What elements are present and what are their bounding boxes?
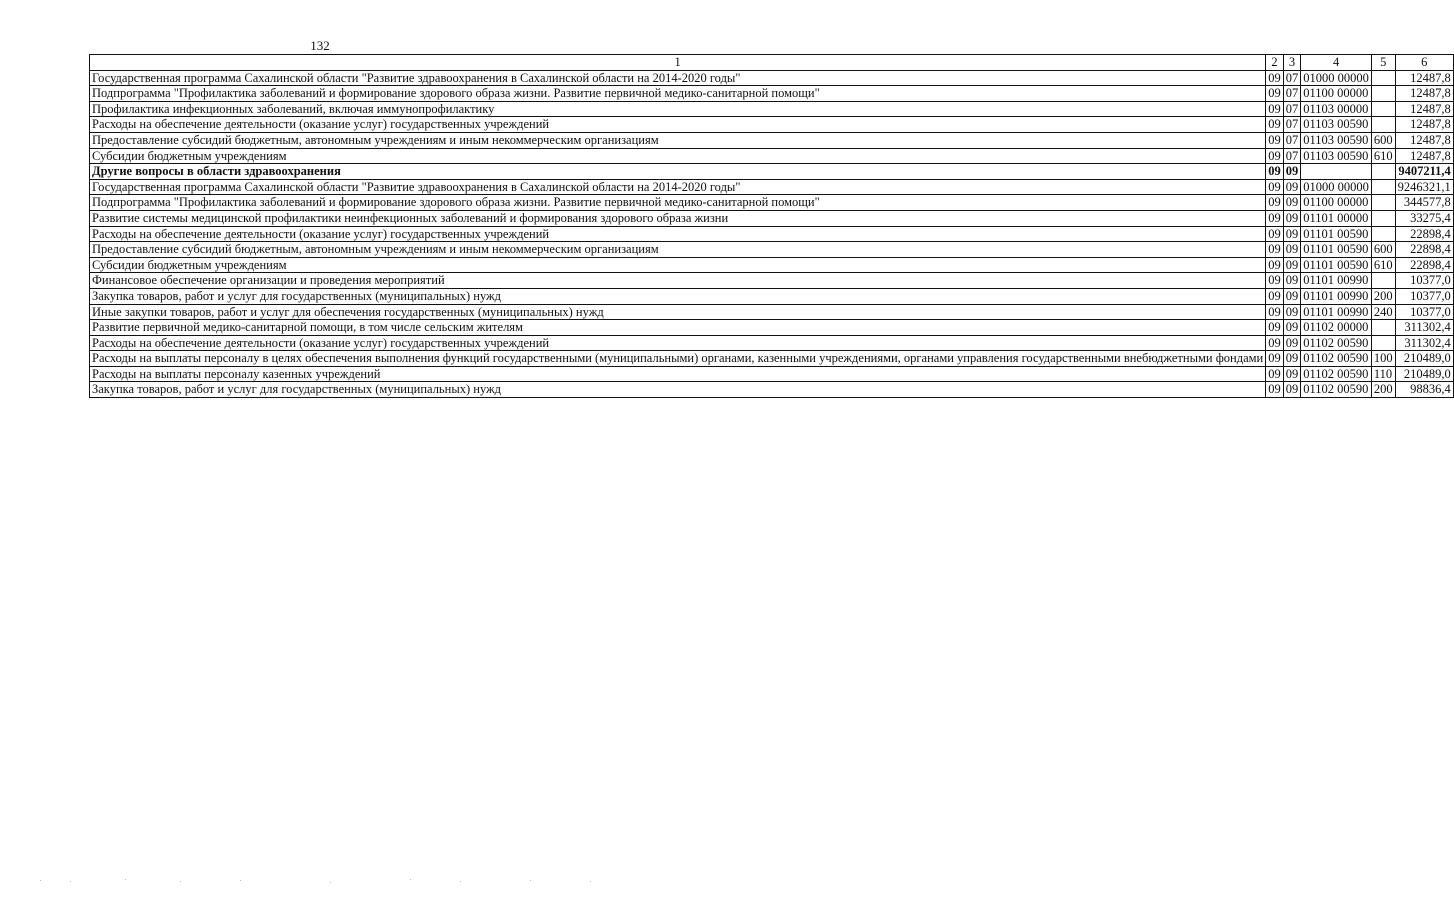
row-name-cell: Подпрограмма "Профилактика заболеваний и формирование здорового образа жизни. Развитие первичной медико-санитарной помощи": [90, 86, 1266, 102]
row-section-cell: 09: [1266, 382, 1284, 398]
row-section-cell: 09: [1266, 164, 1284, 180]
row-target-code-cell: 01000 00000: [1301, 179, 1372, 195]
row-subsection-cell: 07: [1283, 148, 1301, 164]
row-expense-type-cell: [1371, 117, 1395, 133]
row-section-cell: 09: [1266, 70, 1284, 86]
row-section-cell: 09: [1266, 351, 1284, 367]
row-target-code-cell: 01102 00590: [1301, 335, 1372, 351]
table-row: [90, 257, 1454, 273]
row-amount-cell: 12487,8: [1395, 86, 1453, 102]
row-subsection-cell: 09: [1283, 210, 1301, 226]
row-section-cell: 09: [1266, 242, 1284, 258]
row-section-cell: 09: [1266, 148, 1284, 164]
table-row: [90, 242, 1454, 258]
row-section-cell: 09: [1266, 195, 1284, 211]
table-row: [90, 132, 1454, 148]
row-subsection-cell: 07: [1283, 132, 1301, 148]
row-expense-type-cell: [1371, 335, 1395, 351]
row-name-cell: Иные закупки товаров, работ и услуг для обеспечения государственных (муниципальных) нужд: [90, 304, 1266, 320]
row-expense-type-cell: 100: [1371, 351, 1395, 367]
row-name-cell: Субсидии бюджетным учреждениям: [90, 148, 1266, 164]
row-expense-type-cell: 600: [1371, 132, 1395, 148]
row-section-cell: 09: [1266, 320, 1284, 336]
row-name-cell: Финансовое обеспечение организации и проведения мероприятий: [90, 273, 1266, 289]
row-subsection-cell: 09: [1283, 351, 1301, 367]
row-expense-type-cell: [1371, 164, 1395, 180]
row-amount-cell: 12487,8: [1395, 132, 1453, 148]
row-amount-cell: 210489,0: [1395, 351, 1453, 367]
row-expense-type-cell: 110: [1371, 366, 1395, 382]
row-expense-type-cell: 200: [1371, 288, 1395, 304]
row-expense-type-cell: [1371, 86, 1395, 102]
row-name-cell: Расходы на выплаты персоналу казенных учреждений: [90, 366, 1266, 382]
row-name-cell: Предоставление субсидий бюджетным, автономным учреждениям и иным некоммерческим организациям: [90, 132, 1266, 148]
row-expense-type-cell: 610: [1371, 257, 1395, 273]
row-subsection-cell: 09: [1283, 382, 1301, 398]
row-target-code-cell: 01102 00590: [1301, 366, 1372, 382]
row-name-cell: Закупка товаров, работ и услуг для государственных (муниципальных) нужд: [90, 382, 1266, 398]
column-header: 4: [1301, 55, 1372, 71]
row-amount-cell: 22898,4: [1395, 242, 1453, 258]
row-expense-type-cell: [1371, 179, 1395, 195]
row-section-cell: 09: [1266, 101, 1284, 117]
row-subsection-cell: 09: [1283, 304, 1301, 320]
table-row: [90, 288, 1454, 304]
column-header: 5: [1371, 55, 1395, 71]
row-target-code-cell: 01102 00590: [1301, 382, 1372, 398]
table-row: [90, 382, 1454, 398]
table-row: [90, 164, 1454, 180]
row-section-cell: 09: [1266, 132, 1284, 148]
row-expense-type-cell: [1371, 70, 1395, 86]
table-row: [90, 117, 1454, 133]
table-row: [90, 148, 1454, 164]
row-amount-cell: 10377,0: [1395, 273, 1453, 289]
row-expense-type-cell: [1371, 101, 1395, 117]
row-section-cell: 09: [1266, 335, 1284, 351]
column-header: 6: [1395, 55, 1453, 71]
row-name-cell: Расходы на обеспечение деятельности (оказание услуг) государственных учреждений: [90, 226, 1266, 242]
row-target-code-cell: 01101 00990: [1301, 273, 1372, 289]
row-target-code-cell: 01101 00990: [1301, 304, 1372, 320]
row-section-cell: 09: [1266, 86, 1284, 102]
row-subsection-cell: 09: [1283, 366, 1301, 382]
table-row: [90, 86, 1454, 102]
row-section-cell: 09: [1266, 304, 1284, 320]
table-row: [90, 226, 1454, 242]
column-header: 2: [1266, 55, 1284, 71]
row-section-cell: 09: [1266, 273, 1284, 289]
row-section-cell: 09: [1266, 117, 1284, 133]
row-subsection-cell: 07: [1283, 101, 1301, 117]
row-name-cell: Расходы на выплаты персоналу в целях обеспечения выполнения функций государственными (муниципальными) органами, казенными учреждениями, органами управления государственными внебюджетными фондами: [90, 351, 1266, 367]
row-amount-cell: 344577,8: [1395, 195, 1453, 211]
row-target-code-cell: 01103 00590: [1301, 117, 1372, 133]
row-name-cell: Государственная программа Сахалинской области "Развитие здравоохранения в Сахалинской области на 2014-2020 годы": [90, 179, 1266, 195]
row-amount-cell: 311302,4: [1395, 320, 1453, 336]
row-expense-type-cell: [1371, 226, 1395, 242]
row-target-code-cell: 01100 00000: [1301, 86, 1372, 102]
row-expense-type-cell: 240: [1371, 304, 1395, 320]
row-amount-cell: 311302,4: [1395, 335, 1453, 351]
table-row: [90, 304, 1454, 320]
row-target-code-cell: 01102 00000: [1301, 320, 1372, 336]
column-header: 3: [1283, 55, 1301, 71]
budget-table: [89, 54, 1454, 398]
column-header: 1: [90, 55, 1266, 71]
row-amount-cell: 9407211,4: [1395, 164, 1453, 180]
row-target-code-cell: 01102 00590: [1301, 351, 1372, 367]
row-section-cell: 09: [1266, 366, 1284, 382]
page-number: 132: [310, 38, 330, 53]
row-amount-cell: 10377,0: [1395, 288, 1453, 304]
row-target-code-cell: 01101 00590: [1301, 257, 1372, 273]
row-target-code-cell: 01101 00990: [1301, 288, 1372, 304]
row-target-code-cell: 01103 00590: [1301, 132, 1372, 148]
row-subsection-cell: 09: [1283, 257, 1301, 273]
row-name-cell: Государственная программа Сахалинской области "Развитие здравоохранения в Сахалинской области на 2014-2020 годы": [90, 70, 1266, 86]
row-subsection-cell: 09: [1283, 335, 1301, 351]
row-name-cell: Расходы на обеспечение деятельности (оказание услуг) государственных учреждений: [90, 117, 1266, 133]
row-subsection-cell: 09: [1283, 164, 1301, 180]
row-target-code-cell: 01103 00590: [1301, 148, 1372, 164]
row-amount-cell: 10377,0: [1395, 304, 1453, 320]
row-expense-type-cell: [1371, 273, 1395, 289]
row-subsection-cell: 09: [1283, 226, 1301, 242]
row-subsection-cell: 09: [1283, 195, 1301, 211]
row-amount-cell: 12487,8: [1395, 148, 1453, 164]
row-amount-cell: 12487,8: [1395, 101, 1453, 117]
row-name-cell: Развитие первичной медико-санитарной помощи, в том числе сельским жителям: [90, 320, 1266, 336]
row-name-cell: Предоставление субсидий бюджетным, автономным учреждениям и иным некоммерческим организациям: [90, 242, 1266, 258]
row-amount-cell: 98836,4: [1395, 382, 1453, 398]
row-subsection-cell: 07: [1283, 117, 1301, 133]
row-subsection-cell: 09: [1283, 288, 1301, 304]
table-header-row: [90, 55, 1454, 71]
row-subsection-cell: 07: [1283, 86, 1301, 102]
row-section-cell: 09: [1266, 179, 1284, 195]
row-name-cell: Закупка товаров, работ и услуг для государственных (муниципальных) нужд: [90, 288, 1266, 304]
row-subsection-cell: 09: [1283, 242, 1301, 258]
table-row: [90, 70, 1454, 86]
row-expense-type-cell: [1371, 195, 1395, 211]
row-amount-cell: 22898,4: [1395, 257, 1453, 273]
row-expense-type-cell: 600: [1371, 242, 1395, 258]
table-row: [90, 366, 1454, 382]
table-row: [90, 320, 1454, 336]
row-subsection-cell: 09: [1283, 179, 1301, 195]
row-name-cell: Подпрограмма "Профилактика заболеваний и формирование здорового образа жизни. Развитие первичной медико-санитарной помощи": [90, 195, 1266, 211]
row-expense-type-cell: [1371, 320, 1395, 336]
table-row: [90, 273, 1454, 289]
row-target-code-cell: [1301, 164, 1372, 180]
row-subsection-cell: 07: [1283, 70, 1301, 86]
row-section-cell: 09: [1266, 288, 1284, 304]
scan-artifact: [30, 878, 610, 884]
row-name-cell: Развитие системы медицинской профилактики неинфекционных заболеваний и формирования здорового образа жизни: [90, 210, 1266, 226]
row-subsection-cell: 09: [1283, 320, 1301, 336]
row-target-code-cell: 01101 00590: [1301, 226, 1372, 242]
row-amount-cell: 12487,8: [1395, 117, 1453, 133]
row-target-code-cell: 01101 00000: [1301, 210, 1372, 226]
row-target-code-cell: 01000 00000: [1301, 70, 1372, 86]
row-expense-type-cell: 200: [1371, 382, 1395, 398]
row-subsection-cell: 09: [1283, 273, 1301, 289]
row-amount-cell: 22898,4: [1395, 226, 1453, 242]
row-section-cell: 09: [1266, 226, 1284, 242]
row-name-cell: Расходы на обеспечение деятельности (оказание услуг) государственных учреждений: [90, 335, 1266, 351]
row-target-code-cell: 01101 00590: [1301, 242, 1372, 258]
row-amount-cell: 9246321,1: [1395, 179, 1453, 195]
table-row: [90, 195, 1454, 211]
table-row: [90, 101, 1454, 117]
table-row: [90, 351, 1454, 367]
row-amount-cell: 210489,0: [1395, 366, 1453, 382]
row-section-cell: 09: [1266, 210, 1284, 226]
row-section-cell: 09: [1266, 257, 1284, 273]
table-row: [90, 335, 1454, 351]
row-target-code-cell: 01103 00000: [1301, 101, 1372, 117]
row-name-cell: Субсидии бюджетным учреждениям: [90, 257, 1266, 273]
row-name-cell: Другие вопросы в области здравоохранения: [90, 164, 1266, 180]
row-expense-type-cell: 610: [1371, 148, 1395, 164]
row-name-cell: Профилактика инфекционных заболеваний, включая иммунопрофилактику: [90, 101, 1266, 117]
row-target-code-cell: 01100 00000: [1301, 195, 1372, 211]
row-expense-type-cell: [1371, 210, 1395, 226]
row-amount-cell: 12487,8: [1395, 70, 1453, 86]
table-row: [90, 210, 1454, 226]
row-amount-cell: 33275,4: [1395, 210, 1453, 226]
table-row: [90, 179, 1454, 195]
